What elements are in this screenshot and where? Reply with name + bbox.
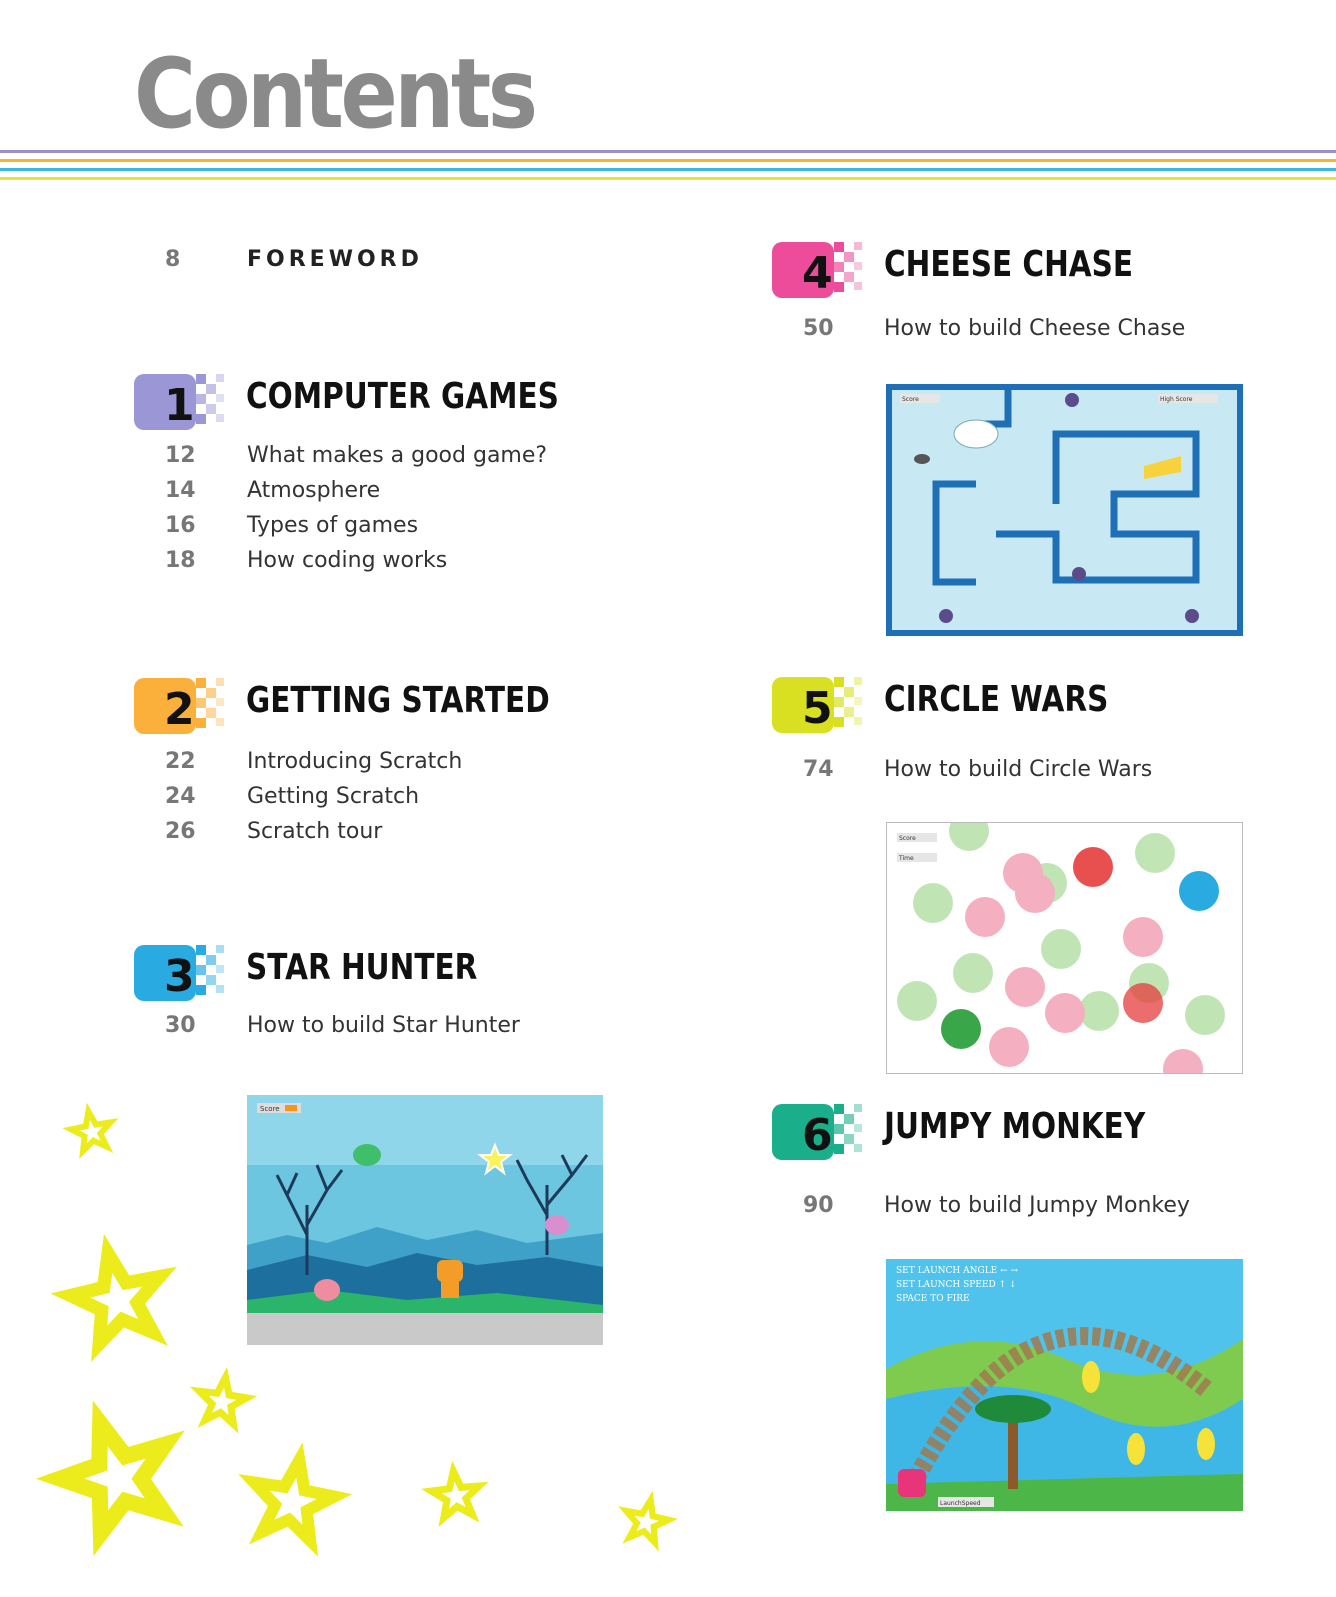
chapter-4-badge-icon [772,242,872,300]
chapter-2-badge-icon [134,678,234,736]
spider-icon [1185,609,1199,623]
chapter-6-entry-1-page: 90 [803,1193,834,1218]
chapter-1-number: 1 [164,380,195,431]
chapter-4-entry-1-page: 50 [803,316,834,341]
chapter-5-entry-1[interactable]: How to build Circle Wars [884,757,1153,782]
chapter-2-entry-2-page: 24 [165,784,196,809]
stripe-orange [0,159,1336,162]
chapter-1-entry-2[interactable]: Atmosphere [247,478,381,503]
page-title: Contents [134,38,535,150]
spider-icon [1072,567,1086,581]
chapter-4-title: CHEESE CHASE [884,244,1134,285]
chapter-6-entry-1[interactable]: How to build Jumpy Monkey [884,1193,1190,1218]
star-hunter-screenshot [247,1095,603,1345]
chapter-3-entry-1[interactable]: How to build Star Hunter [247,1013,520,1038]
chapter-3-number: 3 [164,951,195,1002]
cheese-chase-screenshot [886,384,1243,636]
star-icon [246,1453,340,1543]
chapter-5-heading[interactable] [772,675,1192,735]
chapter-2-entry-1-page: 22 [165,749,196,774]
octopus-icon [314,1279,340,1301]
chapter-2-entry-3[interactable]: Scratch tour [247,819,383,844]
chapter-3-heading[interactable] [134,943,554,1003]
spider-icon [939,609,953,623]
chapter-1-entry-1-page: 12 [165,443,196,468]
chapter-1-entry-2-page: 14 [165,478,196,503]
chapter-2-heading[interactable] [134,676,554,736]
stripe-yellow [0,177,1336,180]
star-icon [64,1244,171,1348]
stripe-purple [0,150,1336,153]
chapter-1-badge-icon [134,374,234,432]
player-circle-icon [1179,871,1219,911]
star-icon [195,1374,249,1426]
jumpy-monkey-screenshot [886,1259,1243,1511]
chapter-1-title: COMPUTER GAMES [246,376,559,417]
foreword-page: 8 [165,247,181,272]
chapter-1-heading[interactable] [134,372,559,432]
octopus-icon [545,1215,569,1235]
instruction-fire: SPACE TO FIRE [896,1294,970,1304]
instruction-speed: SET LAUNCH SPEED ↑ ↓ [896,1280,1017,1290]
star-icon [68,1108,114,1153]
chapter-1-entry-1[interactable]: What makes a good game? [247,443,548,468]
score-label: Score [899,835,916,842]
chapter-1-entry-3-page: 16 [165,513,196,538]
foreword-link[interactable]: FOREWORD [247,247,423,272]
chapter-6-title: JUMPY MONKEY [884,1106,1146,1147]
instruction-angle: SET LAUNCH ANGLE ← → [896,1266,1019,1276]
octopus-icon [353,1144,381,1166]
star-icon [430,1469,482,1519]
chapter-5-number: 5 [802,683,833,734]
high-score-label: High Score [1160,396,1193,403]
chapter-6-badge-icon [772,1104,872,1162]
chapter-2-entry-1[interactable]: Introducing Scratch [247,749,463,774]
chapter-2-title: GETTING STARTED [246,680,550,721]
chapter-4-heading[interactable] [772,240,1192,300]
star-icon [48,1406,185,1540]
chapter-1-entry-4-page: 18 [165,548,196,573]
launch-speed-label: LaunchSpeed [940,1500,981,1507]
chapter-5-badge-icon [772,677,872,735]
mouse-icon [914,454,930,464]
chapter-1-entry-4[interactable]: How coding works [247,548,448,573]
score-label: Score [260,1105,280,1113]
chapter-5-title: CIRCLE WARS [884,679,1109,720]
chapter-4-number: 4 [802,248,833,299]
chapter-2-entry-3-page: 26 [165,819,196,844]
score-label: Score [902,396,919,403]
chapter-4-entry-1[interactable]: How to build Cheese Chase [884,316,1186,341]
star-icon [621,1496,672,1545]
spider-icon [1065,393,1079,407]
chapter-3-title: STAR HUNTER [246,947,478,988]
monkey-player-icon [898,1469,926,1497]
chapter-2-number: 2 [164,684,195,735]
ghost-icon [954,420,998,448]
chapter-3-entry-1-page: 30 [165,1013,196,1038]
chapter-6-number: 6 [802,1110,833,1161]
chapter-2-entry-2[interactable]: Getting Scratch [247,784,420,809]
chapter-6-heading[interactable] [772,1102,1192,1162]
title-stripes [0,150,1336,192]
chapter-5-entry-1-page: 74 [803,757,834,782]
chapter-1-entry-3[interactable]: Types of games [247,513,419,538]
stripe-blue [0,168,1336,171]
chapter-3-badge-icon [134,945,234,1003]
time-label: Time [899,855,914,862]
circle-wars-screenshot [886,822,1243,1074]
